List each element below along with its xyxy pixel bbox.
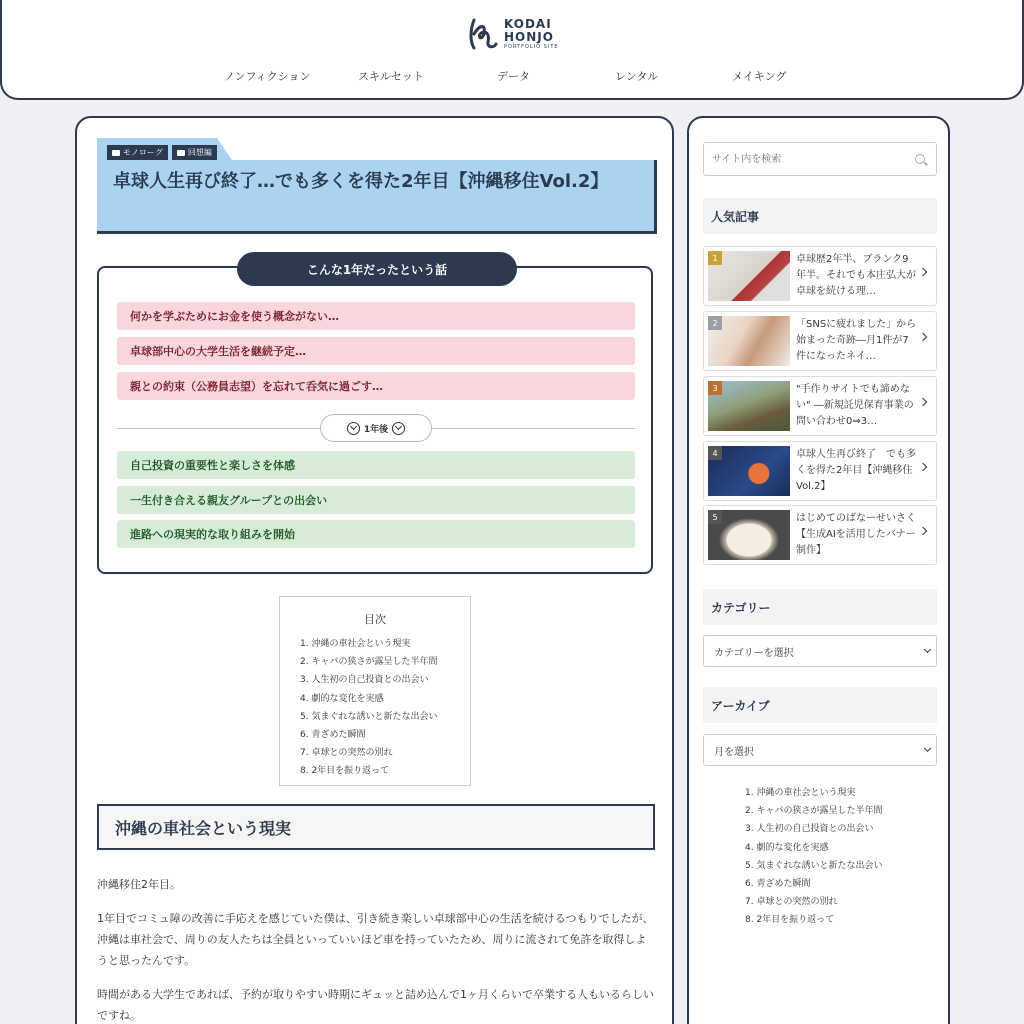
popular-item-title: 卓球人生再び終了 でも多くを得た2年目【沖縄移住Vol.2】 <box>796 449 916 492</box>
before-item: 卓球部中心の大学生活を継続予定… <box>117 337 635 365</box>
sidebar-toc-link[interactable]: 7. 卓球との突然の別れ <box>745 897 838 908</box>
after-item: 自己投資の重要性と楽しさを体感 <box>117 451 635 479</box>
popular-thumbnail <box>708 446 790 496</box>
toc-link[interactable]: 3. 人生初の自己投資との出会い <box>300 675 429 686</box>
article-paragraph: 沖縄移住2年目。 <box>97 878 181 891</box>
popular-title: 人気記事 <box>703 198 937 234</box>
popular-thumbnail <box>708 381 790 431</box>
chevron-down-icon <box>924 646 931 653</box>
tag-label: 回想編 <box>187 148 212 157</box>
article-paragraph: 1年目でコミュ障の改善に手応えを感じていた僕は、引き続き楽しい卓球部中心の生活を続けるつもりでしたが、沖縄は車社会で、周りの友人たちは全員といっていいほど車を持っていたため、周りに流されて免許を取得しようと思ったんです。 <box>97 912 654 967</box>
logo-line2: HONJO <box>504 30 554 44</box>
circle-chevron-down-icon <box>392 422 405 435</box>
nav-item-skillset[interactable]: スキルセット <box>358 70 424 83</box>
popular-thumbnail <box>708 316 790 366</box>
global-nav <box>2 68 1024 88</box>
toc-link[interactable]: 2. キャパの狭さが露呈した半年間 <box>300 657 438 668</box>
logo-subtitle: PORTFOLIO SITE <box>504 44 559 50</box>
table-of-contents <box>279 596 471 786</box>
chevron-right-icon <box>919 333 927 341</box>
popular-item[interactable] <box>703 311 937 371</box>
rank-badge: 5 <box>708 510 722 524</box>
article-main <box>75 116 674 1024</box>
tag-label: モノローグ <box>123 148 163 157</box>
nav-item-rental[interactable]: レンタル <box>615 70 659 83</box>
popular-item-title: 卓球歴2年半、ブランク9年半。それでも本庄弘大が卓球を続ける理… <box>796 254 916 297</box>
before-item: 親との約束（公務員志望）を忘れて呑気に過ごす… <box>117 372 635 400</box>
category-select-value: カテゴリーを選択 <box>714 647 794 659</box>
site-logo[interactable] <box>468 14 564 54</box>
section-heading: 沖縄の車社会という現実 <box>97 804 655 850</box>
popular-item[interactable] <box>703 505 937 565</box>
popular-item[interactable] <box>703 376 937 436</box>
folder-icon <box>177 150 185 156</box>
folder-icon <box>112 150 120 156</box>
site-header <box>0 0 1024 100</box>
toc-link[interactable]: 8. 2年目を振り返って <box>300 766 390 777</box>
popular-thumbnail <box>708 251 790 301</box>
popular-item-title: はじめてのばなーせいさく【生成AIを活用したバナー制作】 <box>796 513 916 556</box>
toc-list <box>300 635 437 781</box>
tag-recollection[interactable] <box>172 145 217 160</box>
post-title: 卓球人生再び終了…でも多くを得た2年目【沖縄移住Vol.2】 <box>113 171 609 192</box>
nav-item-data[interactable]: データ <box>497 70 530 83</box>
tag-list <box>107 145 217 160</box>
sidebar-toc-link[interactable]: 4. 劇的な変化を実感 <box>745 842 829 853</box>
sidebar-toc-link[interactable]: 5. 気まぐれな誘いと新たな出会い <box>745 860 883 871</box>
tag-monologue[interactable] <box>107 145 168 160</box>
archive-select[interactable] <box>703 734 937 766</box>
sidebar-toc <box>745 784 882 930</box>
sidebar-toc-link[interactable]: 8. 2年目を振り返って <box>745 915 835 926</box>
popular-item[interactable] <box>703 246 937 306</box>
rank-badge: 1 <box>708 251 722 265</box>
chevron-down-icon <box>924 745 931 752</box>
sidebar-toc-link[interactable]: 6. 青ざめた瞬間 <box>745 878 811 889</box>
summary-heading: こんな1年だったという話 <box>237 252 517 286</box>
category-title: カテゴリー <box>703 589 937 625</box>
toc-link[interactable]: 4. 劇的な変化を実感 <box>300 693 384 704</box>
logo-line1: KODAI <box>504 17 552 31</box>
before-item: 何かを学ぶためにお金を使う概念がない… <box>117 302 635 330</box>
nav-item-nonfiction[interactable]: ノンフィクション <box>224 70 311 83</box>
rank-badge: 3 <box>708 381 722 395</box>
toc-link[interactable]: 7. 卓球との突然の別れ <box>300 748 393 759</box>
popular-item[interactable] <box>703 441 937 501</box>
after-label-pill <box>320 414 432 442</box>
chevron-right-icon <box>919 463 927 471</box>
rank-badge: 4 <box>708 446 722 460</box>
toc-title: 目次 <box>364 613 386 626</box>
after-item: 一生付き合える親友グループとの出会い <box>117 486 635 514</box>
sidebar <box>687 116 950 1024</box>
sidebar-toc-link[interactable]: 1. 沖縄の車社会という現実 <box>745 788 856 798</box>
toc-link[interactable]: 5. 気まぐれな誘いと新たな出会い <box>300 711 438 722</box>
rank-badge: 2 <box>708 316 722 330</box>
category-select[interactable] <box>703 635 937 667</box>
chevron-right-icon <box>919 398 927 406</box>
sidebar-toc-link[interactable]: 2. キャパの狭さが露呈した半年間 <box>745 806 883 817</box>
sidebar-toc-link[interactable]: 3. 人生初の自己投資との出会い <box>745 824 874 835</box>
summary-box <box>97 262 653 574</box>
popular-item-title: 「SNSに疲れました」から始まった奇跡―月1件が7件になったネイ… <box>796 319 917 362</box>
toc-link[interactable]: 6. 青ざめた瞬間 <box>300 729 366 740</box>
chevron-right-icon <box>919 527 927 535</box>
nav-item-making[interactable]: メイキング <box>732 70 787 83</box>
after-item: 進路への現実的な取り組みを開始 <box>117 520 635 548</box>
logo-mark-icon <box>468 16 498 52</box>
archive-title: アーカイブ <box>703 687 937 723</box>
circle-chevron-down-icon <box>347 422 360 435</box>
after-label: 1年後 <box>363 424 389 435</box>
search-icon[interactable] <box>915 154 925 164</box>
toc-link[interactable]: 1. 沖縄の車社会という現実 <box>300 639 411 649</box>
archive-select-value: 月を選択 <box>714 746 754 758</box>
popular-item-title: "手作りサイトでも諦めない" ―新規託児保育事業の問い合わせ0⇒3… <box>796 384 914 427</box>
logo-text <box>504 18 559 50</box>
article-paragraph: 時間がある大学生であれば、予約が取りやすい時期にギュッと詰め込んで1ヶ月くらいで卒業する人もいるらしいですね。 <box>97 988 654 1022</box>
chevron-right-icon <box>919 268 927 276</box>
popular-thumbnail <box>708 510 790 560</box>
search-input[interactable] <box>703 142 937 176</box>
